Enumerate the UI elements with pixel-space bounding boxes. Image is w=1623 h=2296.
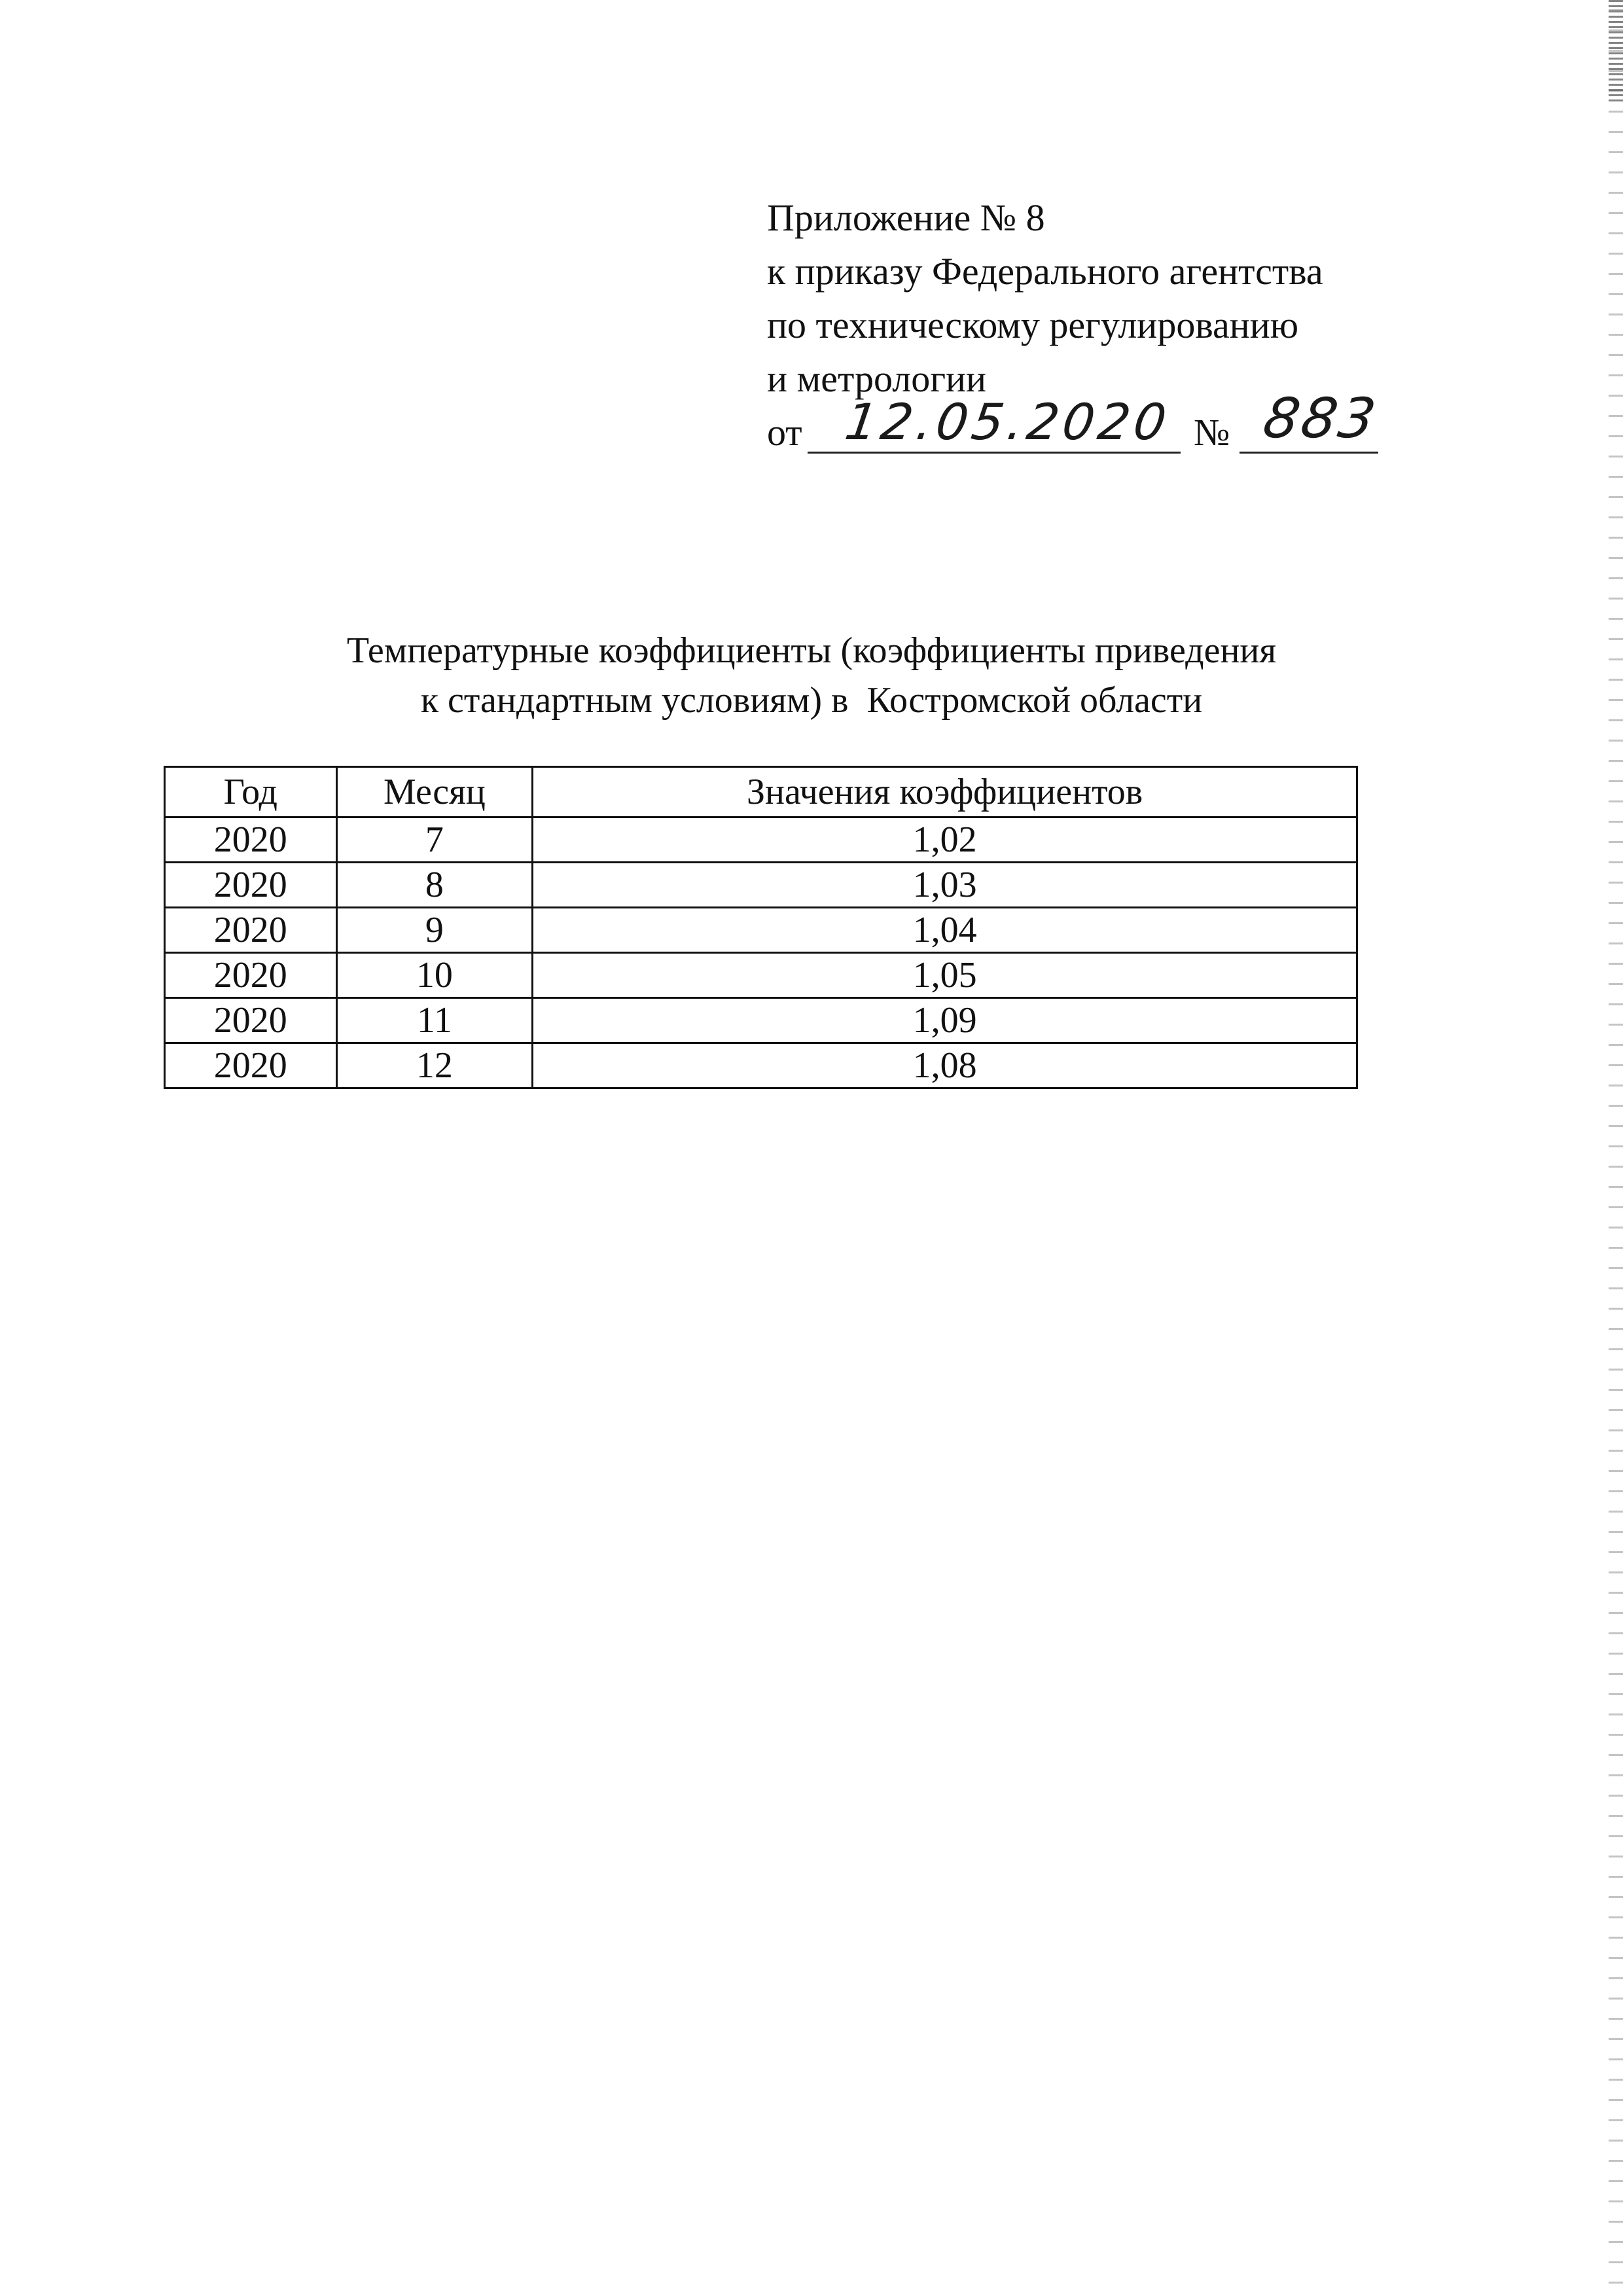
table-row — [165, 817, 1357, 863]
number-label: № — [1194, 411, 1230, 454]
table-row — [165, 908, 1357, 953]
annex-line: к приказу Федерального агентства — [767, 250, 1323, 293]
handwritten-number: 883 — [1258, 386, 1383, 450]
cell-value: 1,04 — [533, 908, 1357, 953]
cell-year: 2020 — [165, 953, 337, 998]
table-header-row — [165, 767, 1357, 817]
cell-year: 2020 — [165, 908, 337, 953]
cell-value: 1,09 — [533, 998, 1357, 1043]
title-line: Температурные коэффициенты (коэффициенты приведения — [346, 630, 1277, 671]
coefficients-table — [164, 766, 1358, 1089]
table-row — [165, 1043, 1357, 1088]
scan-edge-artifact-top — [1609, 0, 1623, 105]
cell-month: 9 — [336, 908, 533, 953]
cell-month: 12 — [336, 1043, 533, 1088]
annex-line: по техническому регулированию — [767, 304, 1299, 346]
column-header-value: Значения коэффициентов — [533, 767, 1357, 817]
number-underline — [1240, 452, 1378, 454]
table-row — [165, 863, 1357, 908]
scan-edge-artifact — [1609, 0, 1623, 2296]
date-underline — [808, 452, 1181, 454]
title-line: к стандартным условиям) в Костромской области — [420, 680, 1203, 721]
annex-line: и метрологии — [767, 357, 987, 400]
table-row — [165, 953, 1357, 998]
cell-month: 11 — [336, 998, 533, 1043]
handwritten-date: 12.05.2020 — [841, 393, 1174, 451]
cell-year: 2020 — [165, 817, 337, 863]
cell-value: 1,08 — [533, 1043, 1357, 1088]
cell-value: 1,03 — [533, 863, 1357, 908]
cell-year: 2020 — [165, 1043, 337, 1088]
cell-month: 7 — [336, 817, 533, 863]
table-row — [165, 998, 1357, 1043]
cell-month: 8 — [336, 863, 533, 908]
annex-line: Приложение № 8 — [767, 196, 1045, 239]
cell-value: 1,05 — [533, 953, 1357, 998]
cell-year: 2020 — [165, 998, 337, 1043]
cell-value: 1,02 — [533, 817, 1357, 863]
column-header-month: Месяц — [336, 767, 533, 817]
annex-header — [767, 191, 1383, 459]
document-title — [0, 626, 1623, 725]
order-date-number-line — [767, 386, 1383, 459]
cell-year: 2020 — [165, 863, 337, 908]
column-header-year: Год — [165, 767, 337, 817]
cell-month: 10 — [336, 953, 533, 998]
ot-label: от — [767, 411, 802, 454]
